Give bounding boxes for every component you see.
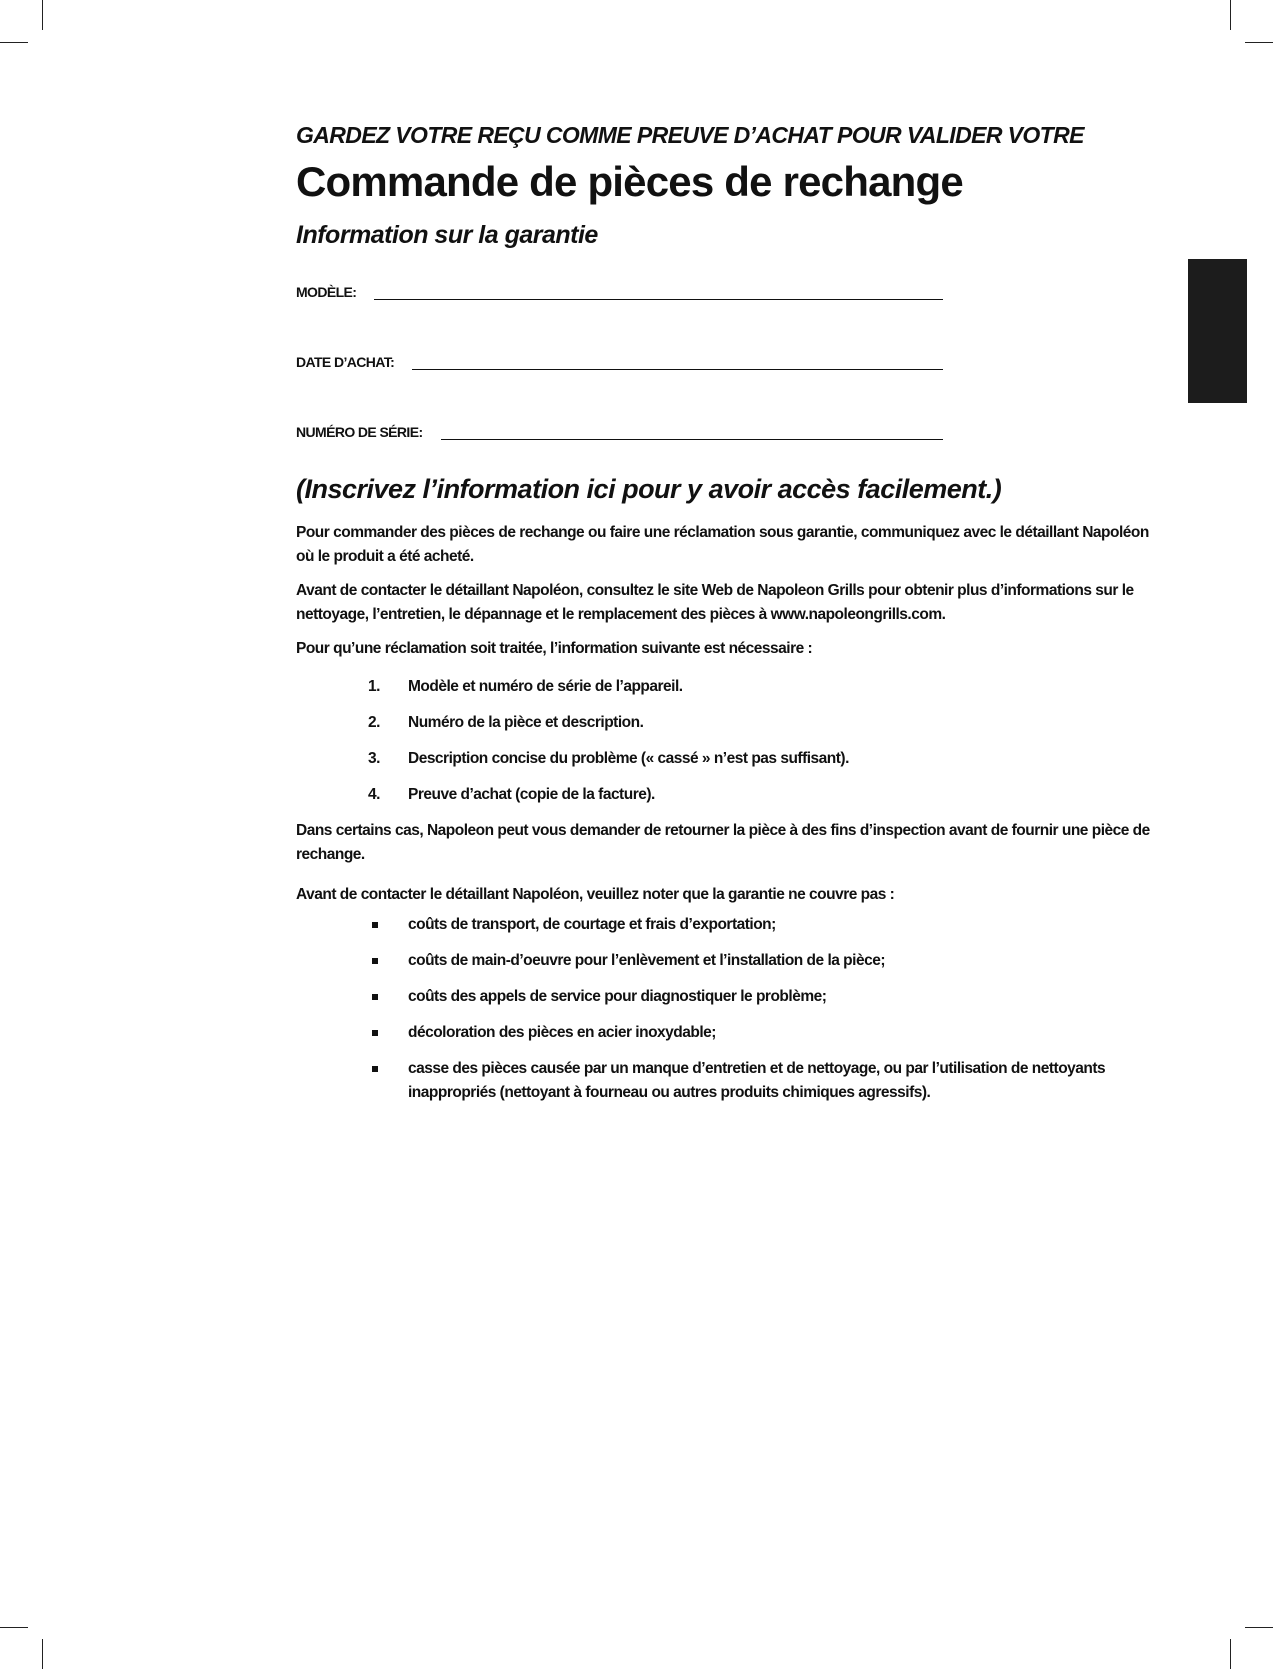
list-item	[296, 1021, 1166, 1045]
list-number: 2.	[368, 714, 380, 732]
list-item	[296, 913, 1166, 937]
receipt-kicker: GARDEZ VOTRE REÇU COMME PREUVE D’ACHAT POUR VALIDER VOTRE	[296, 122, 1084, 148]
list-item-text: casse des pièces causée par un manque d’entretien et de nettoyage, ou par l’utilisation de nettoyants inappropriés (nettoyant à fourneau ou autres produits chimiques agressifs).	[408, 1060, 1106, 1102]
crop-mark-top-right-vertical	[1230, 0, 1231, 30]
return-part-paragraph: Dans certains cas, Napoleon peut vous demander de retourner la pièce à des fins d’inspection avant de fournir une pièce de rechange.	[296, 822, 1150, 864]
purchase-date-label: DATE D’ACHAT:	[296, 354, 395, 371]
bullet-icon	[296, 913, 408, 937]
list-item-text: Description concise du problème (« cassé » n’est pas suffisant).	[408, 750, 849, 768]
bullet-icon	[296, 1057, 408, 1105]
crop-mark-bottom-left-vertical	[42, 1639, 43, 1669]
list-item	[296, 783, 1166, 807]
model-label: MODÈLE:	[296, 284, 357, 301]
list-item	[296, 675, 1166, 699]
crop-mark-bottom-right-vertical	[1230, 1639, 1231, 1669]
list-item-text: coûts de main-d’oeuvre pour l’enlèvement et l’installation de la pièce;	[408, 952, 885, 970]
fill-in-note: (Inscrivez l’information ici pour y avoir accès facilement.)	[296, 474, 1002, 505]
list-item	[296, 1057, 1166, 1105]
exclusions-list	[296, 913, 1166, 1105]
page-title: Commande de pièces de rechange	[296, 158, 963, 205]
list-number: 1.	[368, 678, 380, 696]
list-item	[296, 949, 1166, 973]
crop-mark-top-left-vertical	[42, 0, 43, 30]
crop-mark-top-left-horizontal	[0, 42, 28, 43]
list-item-text: coûts de transport, de courtage et frais d’exportation;	[408, 916, 776, 934]
serial-number-field[interactable]	[296, 412, 943, 442]
list-item-text: coûts des appels de service pour diagnostiquer le problème;	[408, 988, 827, 1006]
warranty-subtitle: Information sur la garantie	[296, 221, 598, 250]
list-item-text: Numéro de la pièce et description.	[408, 714, 644, 732]
crop-mark-top-right-horizontal	[1245, 42, 1273, 43]
model-line[interactable]	[374, 299, 943, 300]
list-number: 4.	[368, 786, 380, 804]
list-item-text: décoloration des pièces en acier inoxydable;	[408, 1024, 716, 1042]
website-paragraph: Avant de contacter le détaillant Napoléon, consultez le site Web de Napoleon Grills pour obtenir plus d’informations sur le nettoyage, l’entretien, le dépannage et le remplacement des pièces à www.napoleongrills.com.	[296, 582, 1134, 624]
list-item	[296, 711, 1166, 735]
list-item	[296, 985, 1166, 1009]
order-parts-paragraph: Pour commander des pièces de rechange ou faire une réclamation sous garantie, communiquez avec le détaillant Napoléon où le produit a été acheté.	[296, 524, 1149, 566]
list-item-text: Preuve d’achat (copie de la facture).	[408, 786, 655, 804]
exclusions-intro: Avant de contacter le détaillant Napoléon, veuillez noter que la garantie ne couvre pas :	[296, 886, 895, 904]
serial-number-line[interactable]	[441, 439, 943, 440]
serial-number-label: NUMÉRO DE SÉRIE:	[296, 424, 423, 441]
crop-mark-bottom-right-horizontal	[1245, 1627, 1273, 1628]
claim-requirements-intro: Pour qu’une réclamation soit traitée, l’information suivante est nécessaire :	[296, 640, 813, 658]
purchase-date-line[interactable]	[412, 369, 943, 370]
list-number: 3.	[368, 750, 380, 768]
page-content	[296, 122, 1166, 1117]
bullet-icon	[296, 949, 408, 973]
bullet-icon	[296, 985, 408, 1009]
purchase-date-field[interactable]	[296, 342, 943, 372]
section-tab	[1188, 259, 1247, 403]
required-info-list	[296, 675, 1166, 807]
crop-mark-bottom-left-horizontal	[0, 1627, 28, 1628]
list-item	[296, 747, 1166, 771]
model-field[interactable]	[296, 272, 943, 302]
list-item-text: Modèle et numéro de série de l’appareil.	[408, 678, 683, 696]
bullet-icon	[296, 1021, 408, 1045]
